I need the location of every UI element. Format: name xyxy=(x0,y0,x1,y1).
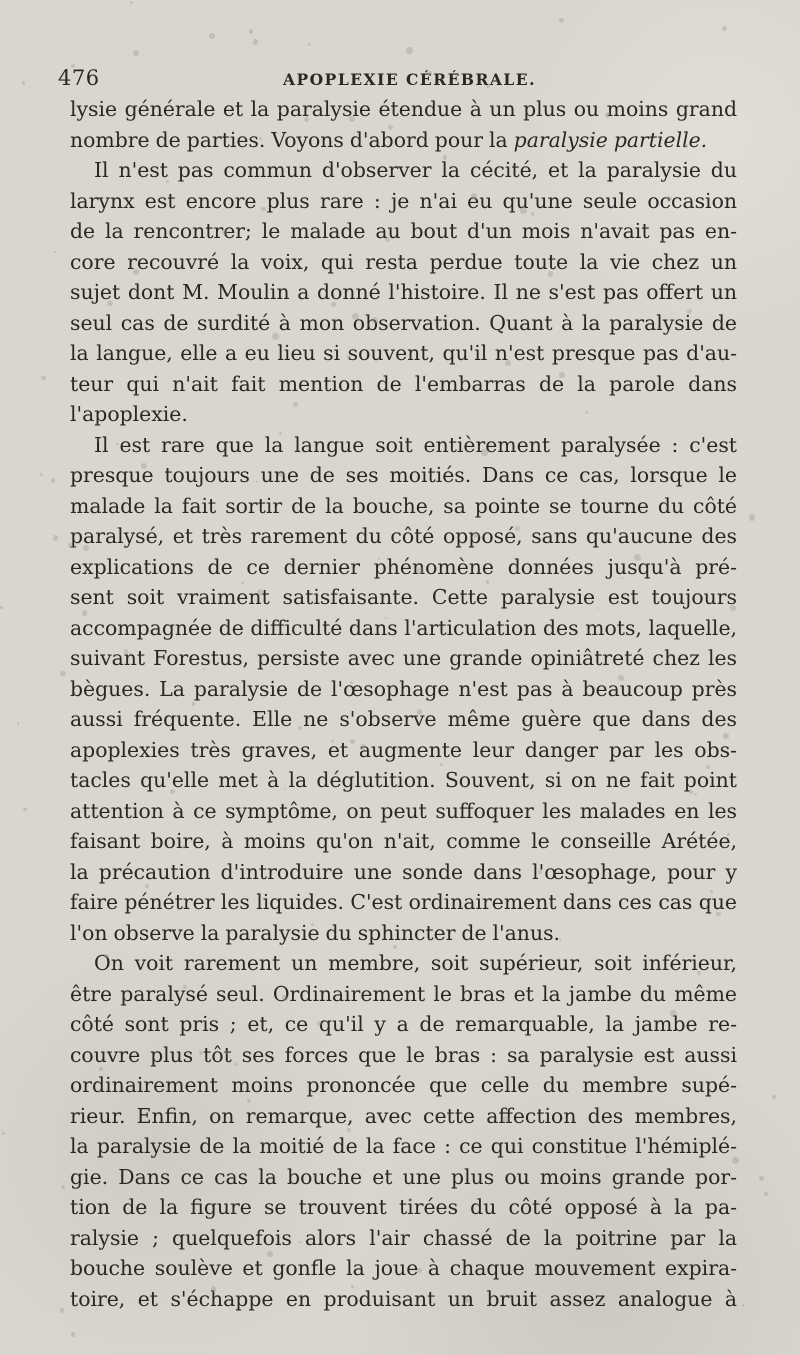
text-line: bègues. La paralysie de l'œsophage n'est pas à beaucoup près xyxy=(70,676,737,701)
text-line: bouche soulève et gonfle la joue à chaque mouvement expira- xyxy=(70,1256,737,1280)
body-text xyxy=(70,94,737,1314)
paper-speck xyxy=(133,269,138,274)
text-line: On voit rarement un membre, soit supérieur, soit inférieur, xyxy=(94,951,737,975)
paper-speck xyxy=(406,47,413,54)
text-line: de la rencontrer; le malade au bout d'un mois n'avait pas en- xyxy=(70,219,737,243)
text-line: la précaution d'introduire une sonde dans l'œsophage, pour y xyxy=(70,859,737,884)
text-line: paralysé, et très rarement du côté opposé, sans qu'aucune des xyxy=(70,524,737,548)
paper-speck xyxy=(170,789,175,794)
text-line: l'on observe la paralysie du sphincter de l'anus. xyxy=(70,920,561,945)
paper-speck xyxy=(352,313,359,320)
text-line xyxy=(70,125,737,156)
paper-speck xyxy=(278,471,284,477)
text-line: suivant Forestus, persiste avec une grande opiniâtreté chez les xyxy=(70,646,737,670)
paper-speck xyxy=(292,628,294,630)
paper-speck xyxy=(606,1155,609,1158)
paper-speck xyxy=(133,50,139,56)
paper-speck xyxy=(304,117,309,122)
paper-speck xyxy=(772,1095,776,1099)
text-line: la langue, elle a eu lieu si souvent, qu'il n'est presque pas d'au- xyxy=(70,341,737,365)
paper-speck xyxy=(417,1268,422,1273)
text-line: core recouvré la voix, qui resta perdue toute la vie chez un xyxy=(70,249,737,274)
paper-speck xyxy=(107,301,112,306)
text-line: seul cas de surdité à mon observation. Quant à la paralysie de xyxy=(70,310,737,335)
paper-speck xyxy=(308,43,311,46)
paper-speck xyxy=(2,1132,5,1135)
paper-speck xyxy=(730,605,736,611)
paper-speck xyxy=(559,372,565,378)
paper-speck xyxy=(385,617,387,619)
paper-speck xyxy=(256,481,258,483)
paper-speck xyxy=(261,207,266,212)
text-line: sent soit vraiment satisfaisante. Cette paralysie est toujours xyxy=(70,585,737,609)
text-line: malade la fait sortir de la bouche, sa pointe se tourne du côté xyxy=(70,493,737,518)
text-line: accompagnée de difficulté dans l'articulation des mots, laquelle, xyxy=(70,615,737,640)
text-line: explications de ce dernier phénomène données jusqu'à pré- xyxy=(70,554,737,579)
paper-speck xyxy=(559,18,564,23)
paper-speck xyxy=(742,1304,744,1306)
paper-speck xyxy=(694,793,696,795)
paper-speck xyxy=(71,1332,75,1336)
text-line: apoplexies très graves, et augmente leur danger par les obs- xyxy=(70,737,737,762)
page-number: 476 xyxy=(58,66,100,90)
text-line: couvre plus tôt ses forces que le bras : sa paralysie est aussi xyxy=(70,1042,737,1067)
paper-speck xyxy=(247,1099,251,1103)
paper-speck xyxy=(17,722,19,724)
text-line: teur qui n'ait fait mention de l'embarras de la parole dans xyxy=(70,371,737,396)
paper-speck xyxy=(331,302,335,306)
paper-speck xyxy=(53,535,59,541)
paper-speck xyxy=(764,1192,768,1196)
paper-speck xyxy=(225,1051,229,1055)
paper-speck xyxy=(51,478,55,482)
paper-speck xyxy=(471,193,478,200)
text-line: toire, et s'échappe en produisant un bruit assez analogue à xyxy=(70,1286,737,1311)
paper-speck xyxy=(417,567,424,574)
paper-speck xyxy=(183,985,187,989)
text-line: tion de la figure se trouvent tirées du côté opposé à la pa- xyxy=(70,1195,737,1219)
paper-speck xyxy=(259,137,262,140)
text-line: Il est rare que la langue soit entièrement paralysée : c'est xyxy=(94,432,737,457)
paper-speck xyxy=(199,1051,203,1055)
paper-speck xyxy=(166,180,168,182)
paper-speck xyxy=(486,85,490,89)
paper-speck xyxy=(759,1176,764,1181)
paper-speck xyxy=(548,271,554,277)
text-line: Il n'est pas commun d'observer la cécité, et la paralysie du xyxy=(94,158,737,182)
text-line: la paralysie de la moitié de la face : ce qui constitue l'hémiplé- xyxy=(70,1134,737,1158)
paper-speck xyxy=(293,402,298,407)
text-line: larynx est encore plus rare : je n'ai eu qu'une seule occasion xyxy=(70,188,737,213)
paper-speck xyxy=(505,360,511,366)
text-line: presque toujours une de ses moitiés. Dans ce cas, lorsque le xyxy=(70,463,737,487)
text-line: sujet dont M. Moulin a donné l'histoire. Il ne s'est pas offert un xyxy=(70,280,737,304)
paper-speck xyxy=(182,845,186,849)
paper-speck xyxy=(531,212,534,215)
paper-speck xyxy=(282,995,287,1000)
paper-speck xyxy=(417,709,423,715)
paper-speck xyxy=(351,1285,354,1288)
paper-speck xyxy=(60,1308,64,1312)
paper-speck xyxy=(241,582,243,584)
paper-speck xyxy=(749,514,755,520)
paper-speck xyxy=(372,317,378,323)
paper-speck xyxy=(621,577,623,579)
paper-speck xyxy=(68,543,73,548)
text-line: être paralysé seul. Ordinairement le bras et la jambe du même xyxy=(70,981,737,1006)
paper-speck xyxy=(272,333,278,339)
paper-speck xyxy=(727,833,730,836)
text-line-segment: nombre de parties. Voyons d'abord pour la xyxy=(70,127,514,152)
paper-speck xyxy=(267,1251,273,1257)
paper-speck xyxy=(349,116,355,122)
text-line: tacles qu'elle met à la déglutition. Souvent, si on ne fait point xyxy=(70,768,737,792)
text-line: faisant boire, à moins qu'on n'ait, comme le conseille Arétée, xyxy=(70,829,737,853)
text-line: rieur. Enfin, on remarque, avec cette affection des membres, xyxy=(70,1103,737,1128)
paper-speck xyxy=(722,26,727,31)
paper-speck xyxy=(253,39,259,45)
paper-speck xyxy=(0,606,3,609)
paper-speck xyxy=(130,1,133,4)
text-line: l'apoplexie. xyxy=(70,402,188,426)
text-line: aussi fréquente. Elle ne s'observe même guère que dans des xyxy=(70,707,737,731)
paper-speck xyxy=(506,746,512,752)
text-line: côté sont pris ; et, ce qu'il y a de remarquable, la jambe re- xyxy=(70,1012,737,1036)
paper-speck xyxy=(61,1185,65,1189)
text-line: faire pénétrer les liquides. C'est ordinairement dans ces cas que xyxy=(70,890,737,914)
paper-speck xyxy=(318,686,321,689)
text-line: gie. Dans ce cas la bouche et une plus ou moins grande por- xyxy=(70,1164,737,1189)
paper-speck xyxy=(279,432,282,435)
italic-phrase: paralysie partielle. xyxy=(513,127,708,152)
paper-speck xyxy=(427,71,432,76)
paper-speck xyxy=(54,251,56,253)
paper-speck xyxy=(385,237,390,242)
paper-speck xyxy=(192,702,196,706)
text-line: ralysie ; quelquefois alors l'air chassé de la poitrine par la xyxy=(70,1225,737,1250)
paper-speck xyxy=(23,808,27,812)
paper-speck xyxy=(60,671,65,676)
text-line: attention à ce symptôme, on peut suffoquer les malades en les xyxy=(70,798,737,823)
paper-speck xyxy=(486,580,489,583)
paper-speck xyxy=(350,739,354,743)
paper-speck xyxy=(585,411,588,414)
paper-speck xyxy=(40,473,43,476)
paper-speck xyxy=(209,33,215,39)
paper-speck xyxy=(732,1157,739,1164)
paper-speck xyxy=(311,923,314,926)
paper-speck xyxy=(22,81,26,85)
paper-speck xyxy=(82,610,88,616)
running-title: APOPLEXIE CÉRÉBRALE. xyxy=(283,70,537,89)
paper-speck xyxy=(249,29,254,34)
paper-speck xyxy=(222,229,227,234)
paper-speck xyxy=(481,449,488,456)
text-line: lysie générale et la paralysie étendue à un plus ou moins grand xyxy=(70,97,737,121)
text-line: ordinairement moins prononcée que celle du membre supé- xyxy=(70,1073,737,1097)
paper-speck xyxy=(634,554,641,561)
paper-speck xyxy=(96,438,99,441)
paper-speck xyxy=(308,1111,311,1114)
paper-speck xyxy=(41,376,45,380)
page-header xyxy=(58,66,738,96)
paper-speck xyxy=(502,1116,509,1123)
paper-speck xyxy=(710,890,713,893)
paper-speck xyxy=(124,649,128,653)
paper-speck xyxy=(716,912,720,916)
paper-speck xyxy=(723,733,729,739)
